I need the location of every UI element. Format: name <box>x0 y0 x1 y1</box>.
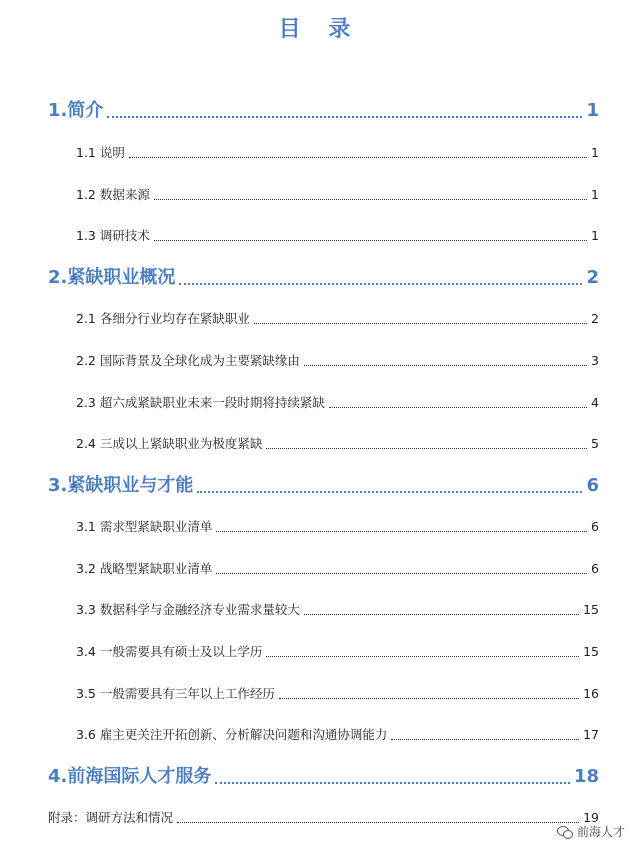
toc-entry[interactable] <box>76 725 599 743</box>
leader-dots <box>304 365 587 366</box>
leader-dots <box>266 448 587 449</box>
toc-entry[interactable] <box>76 143 599 161</box>
toc-label: 1.2 数据来源 <box>76 187 150 202</box>
leader-dots <box>107 116 582 118</box>
toc-label: 3.3 数据科学与金融经济专业需求量较大 <box>76 602 300 617</box>
toc-page: 6 <box>591 519 599 534</box>
toc-entry[interactable] <box>76 309 599 327</box>
toc-page: 18 <box>573 766 599 787</box>
toc-label: 2.紧缺职业概况 <box>48 267 176 288</box>
leader-dots <box>197 491 582 493</box>
page-title: 目 录 <box>278 17 361 42</box>
toc-entry[interactable] <box>48 96 599 122</box>
leader-dots <box>304 614 579 615</box>
toc-label: 1.3 调研技术 <box>76 228 150 243</box>
toc-page: 6 <box>591 561 599 576</box>
toc-entry[interactable] <box>48 762 599 788</box>
leader-dots <box>279 698 579 699</box>
toc-entry[interactable] <box>76 434 599 452</box>
watermark-text: 前海人才 <box>576 825 625 839</box>
toc-entry[interactable] <box>48 263 599 289</box>
toc-page: 15 <box>583 644 599 659</box>
toc-page: 17 <box>583 727 599 742</box>
toc-label: 3.6 雇主更关注开拓创新、分析解决问题和沟通协调能力 <box>76 727 388 742</box>
leader-dots <box>254 323 587 324</box>
toc-label: 1.1 说明 <box>76 145 125 160</box>
leader-dots <box>216 573 587 574</box>
leader-dots <box>154 199 587 200</box>
leader-dots <box>177 822 579 823</box>
toc-page: 1 <box>591 145 599 160</box>
toc-page: 1 <box>586 100 599 121</box>
toc-label: 2.2 国际背景及全球化成为主要紧缺缘由 <box>76 353 300 368</box>
toc-label: 3.4 一般需要具有硕士及以上学历 <box>76 644 263 659</box>
toc-label: 3.1 需求型紧缺职业清单 <box>76 519 213 534</box>
toc-entry[interactable] <box>76 559 599 577</box>
leader-dots <box>154 240 587 241</box>
watermark <box>557 823 625 840</box>
toc-label: 2.1 各细分行业均存在紧缺职业 <box>76 311 250 326</box>
leader-dots <box>266 656 579 657</box>
toc-label: 4.前海国际人才服务 <box>48 766 212 787</box>
toc-page: 19 <box>583 810 599 825</box>
toc-entry[interactable] <box>48 808 599 826</box>
toc-entry[interactable] <box>76 393 599 411</box>
leader-dots <box>329 407 587 408</box>
toc-label: 3.2 战略型紧缺职业清单 <box>76 561 213 576</box>
toc-page: 2 <box>586 267 599 288</box>
leader-dots <box>179 283 582 285</box>
toc-page: 4 <box>591 395 599 410</box>
toc-page: 3 <box>591 353 599 368</box>
toc-entry[interactable] <box>76 600 599 618</box>
toc-label: 1.简介 <box>48 100 104 121</box>
toc-page: 16 <box>583 686 599 701</box>
toc-entry[interactable] <box>76 517 599 535</box>
toc-label: 附录：调研方法和情况 <box>48 810 174 825</box>
toc-label: 2.4 三成以上紧缺职业为极度紧缺 <box>76 436 263 451</box>
toc-page: 1 <box>591 187 599 202</box>
leader-dots <box>129 157 587 158</box>
toc-page: 1 <box>591 228 599 243</box>
toc-entry[interactable] <box>76 351 599 369</box>
toc-page: 6 <box>586 475 599 496</box>
toc-page: 15 <box>583 602 599 617</box>
toc-page: 2 <box>591 311 599 326</box>
toc-entry[interactable] <box>76 185 599 203</box>
toc-entry[interactable] <box>48 471 599 497</box>
toc-entry[interactable] <box>76 642 599 660</box>
wechat-icon <box>557 825 573 839</box>
leader-dots <box>391 739 579 740</box>
leader-dots <box>215 782 570 784</box>
toc-entry[interactable] <box>76 684 599 702</box>
toc-label: 3.紧缺职业与才能 <box>48 475 194 496</box>
toc-label: 2.3 超六成紧缺职业未来一段时期将持续紧缺 <box>76 395 325 410</box>
toc-label: 3.5 一般需要具有三年以上工作经历 <box>76 686 275 701</box>
toc-entry[interactable] <box>76 226 599 244</box>
leader-dots <box>216 531 587 532</box>
toc-page: 5 <box>591 436 599 451</box>
